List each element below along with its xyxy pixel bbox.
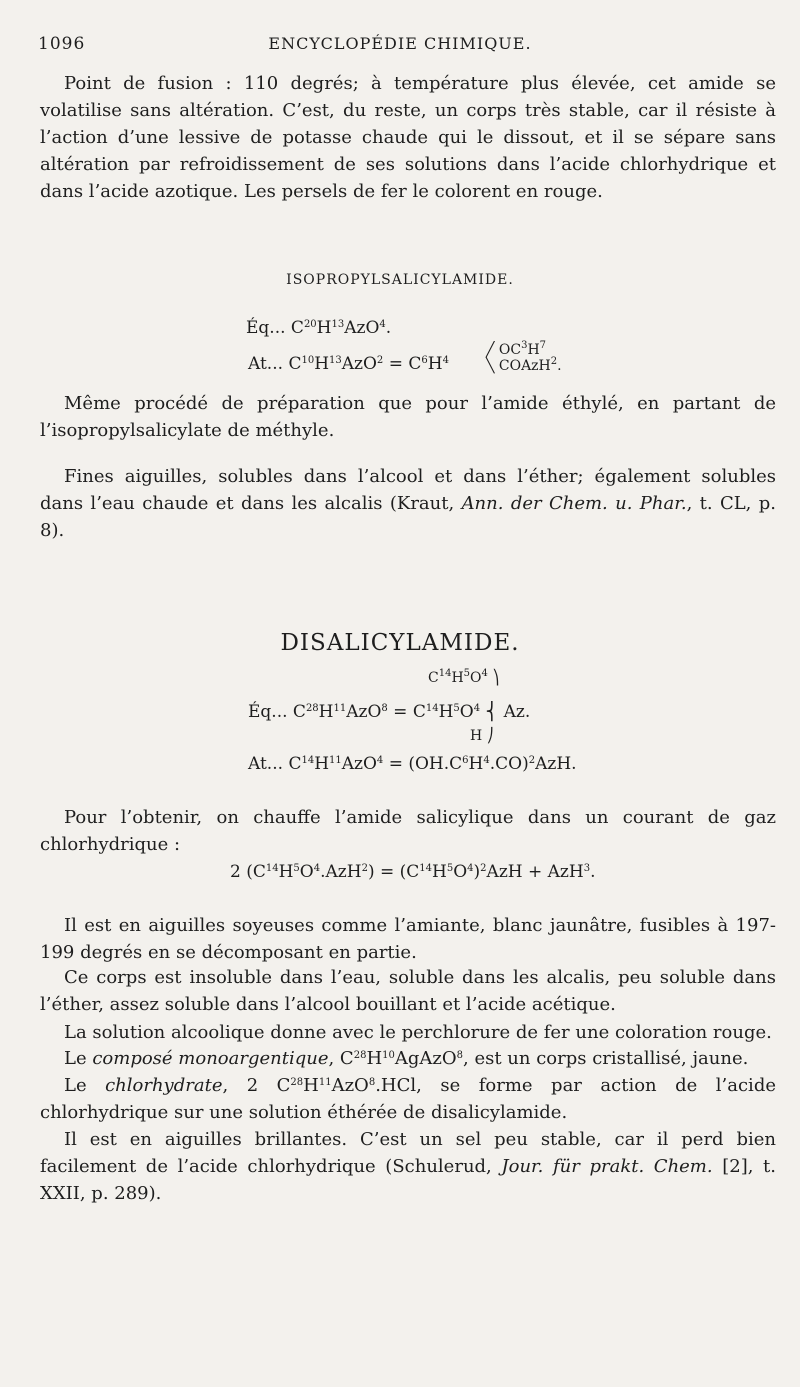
formula-iso-eq: Éq... $C^{20}H^{13}AzO^4$. [246, 318, 392, 338]
paragraph-obtaining: Pour l’obtenir, on chauffe l’amide salicylique dans un courant de gaz chlorhydrique : [40, 807, 776, 855]
paragraph-ferric-chloride: La solution alcoolique donne avec le perchlorure de fer une coloration rouge. [64, 1022, 772, 1043]
paragraph-monoargentic: Le composé monoargentique, $C^{28}H^{10}AgAzO^8$, est un corps cristallisé, jaune. [64, 1048, 749, 1069]
running-title: ENCYCLOPÉDIE CHIMIQUE. [268, 34, 532, 53]
paragraph-hydrochloride: Le chlorhydrate, 2 $C^{28}H^{11}AzO^8.HCl$, se forme par action de l’acide chlorhydrique sur une solution éthérée de disalicylamide. [40, 1075, 776, 1123]
paragraph-melting-point: Point de fusion : 110 degrés; à température plus élevée, cet amide se volatilise sans altération. C’est, du reste, un corps très stable, car il résiste à l’action d’une lessive de potasse chaude qui le dissout, et il se sépare sans altération par refroidissement de ses solutions dans l’acide chlorhydrique et dans l’acide azotique. Les persels de fer le colorent en rouge. [40, 73, 776, 202]
paragraph-properties: Fines aiguilles, solubles dans l’alcool et dans l’éther; également solubles dans l’eau chaude et dans les alcalis (Kraut, Ann. der Chem. u. Phar., t. CL, p. 8). [40, 466, 776, 541]
section-title-disalicylamide: DISALICYLAMIDE. [280, 630, 520, 656]
formula-disal-eq: Éq... $C^{28}H^{11}AzO^8 = C^{14}H^5O^4$ ⎨ Az. [248, 702, 531, 722]
formula-disal-h: H ⎠ [470, 728, 494, 744]
formula-iso-at: At... $C^{10}H^{13}AzO^2 = C^6H^4$ [248, 354, 449, 374]
reaction-equation: 2 $(C^{14}H^5O^4.AzH^2) = (C^{14}H^5O^4)^2AzH + AzH^3$. [230, 862, 596, 882]
formula-disal-top: $C^{14}H^5O^4$ ⎞ [428, 668, 500, 686]
page-header [38, 34, 762, 58]
section-title-isopropylsalicylamide: ISOPROPYLSALICYLAMIDE. [286, 272, 514, 288]
paragraph-preparation: Même procédé de préparation que pour l’amide éthylé, en partant de l’isopropylsalicylate de méthyle. [40, 393, 776, 441]
paragraph-solubility: Ce corps est insoluble dans l’eau, soluble dans les alcalis, peu soluble dans l’éther, assez soluble dans l’alcool bouillant et l’acide acétique. [40, 967, 776, 1015]
page-number: 1096 [38, 34, 86, 54]
paragraph-needles: Il est en aiguilles soyeuses comme l’amiante, blanc jaunâtre, fusibles à 197-199 degrés en se décomposant en partie. [40, 915, 776, 963]
formula-iso-branch: ╱ $OC^3H^7$ ╲ COAzH$^2$. [486, 340, 562, 374]
paragraph-brilliant-needles: Il est en aiguilles brillantes. C’est un sel peu stable, car il perd bien facilement de l’acide chlorhydrique (Schulerud, Jour. für prakt. Chem. [2], t. XXII, p. 289). [40, 1129, 777, 1204]
formula-disal-at: At... $C^{14}H^{11}AzO^4 = (OH.C^6H^4.CO)^2AzH$. [248, 754, 577, 774]
